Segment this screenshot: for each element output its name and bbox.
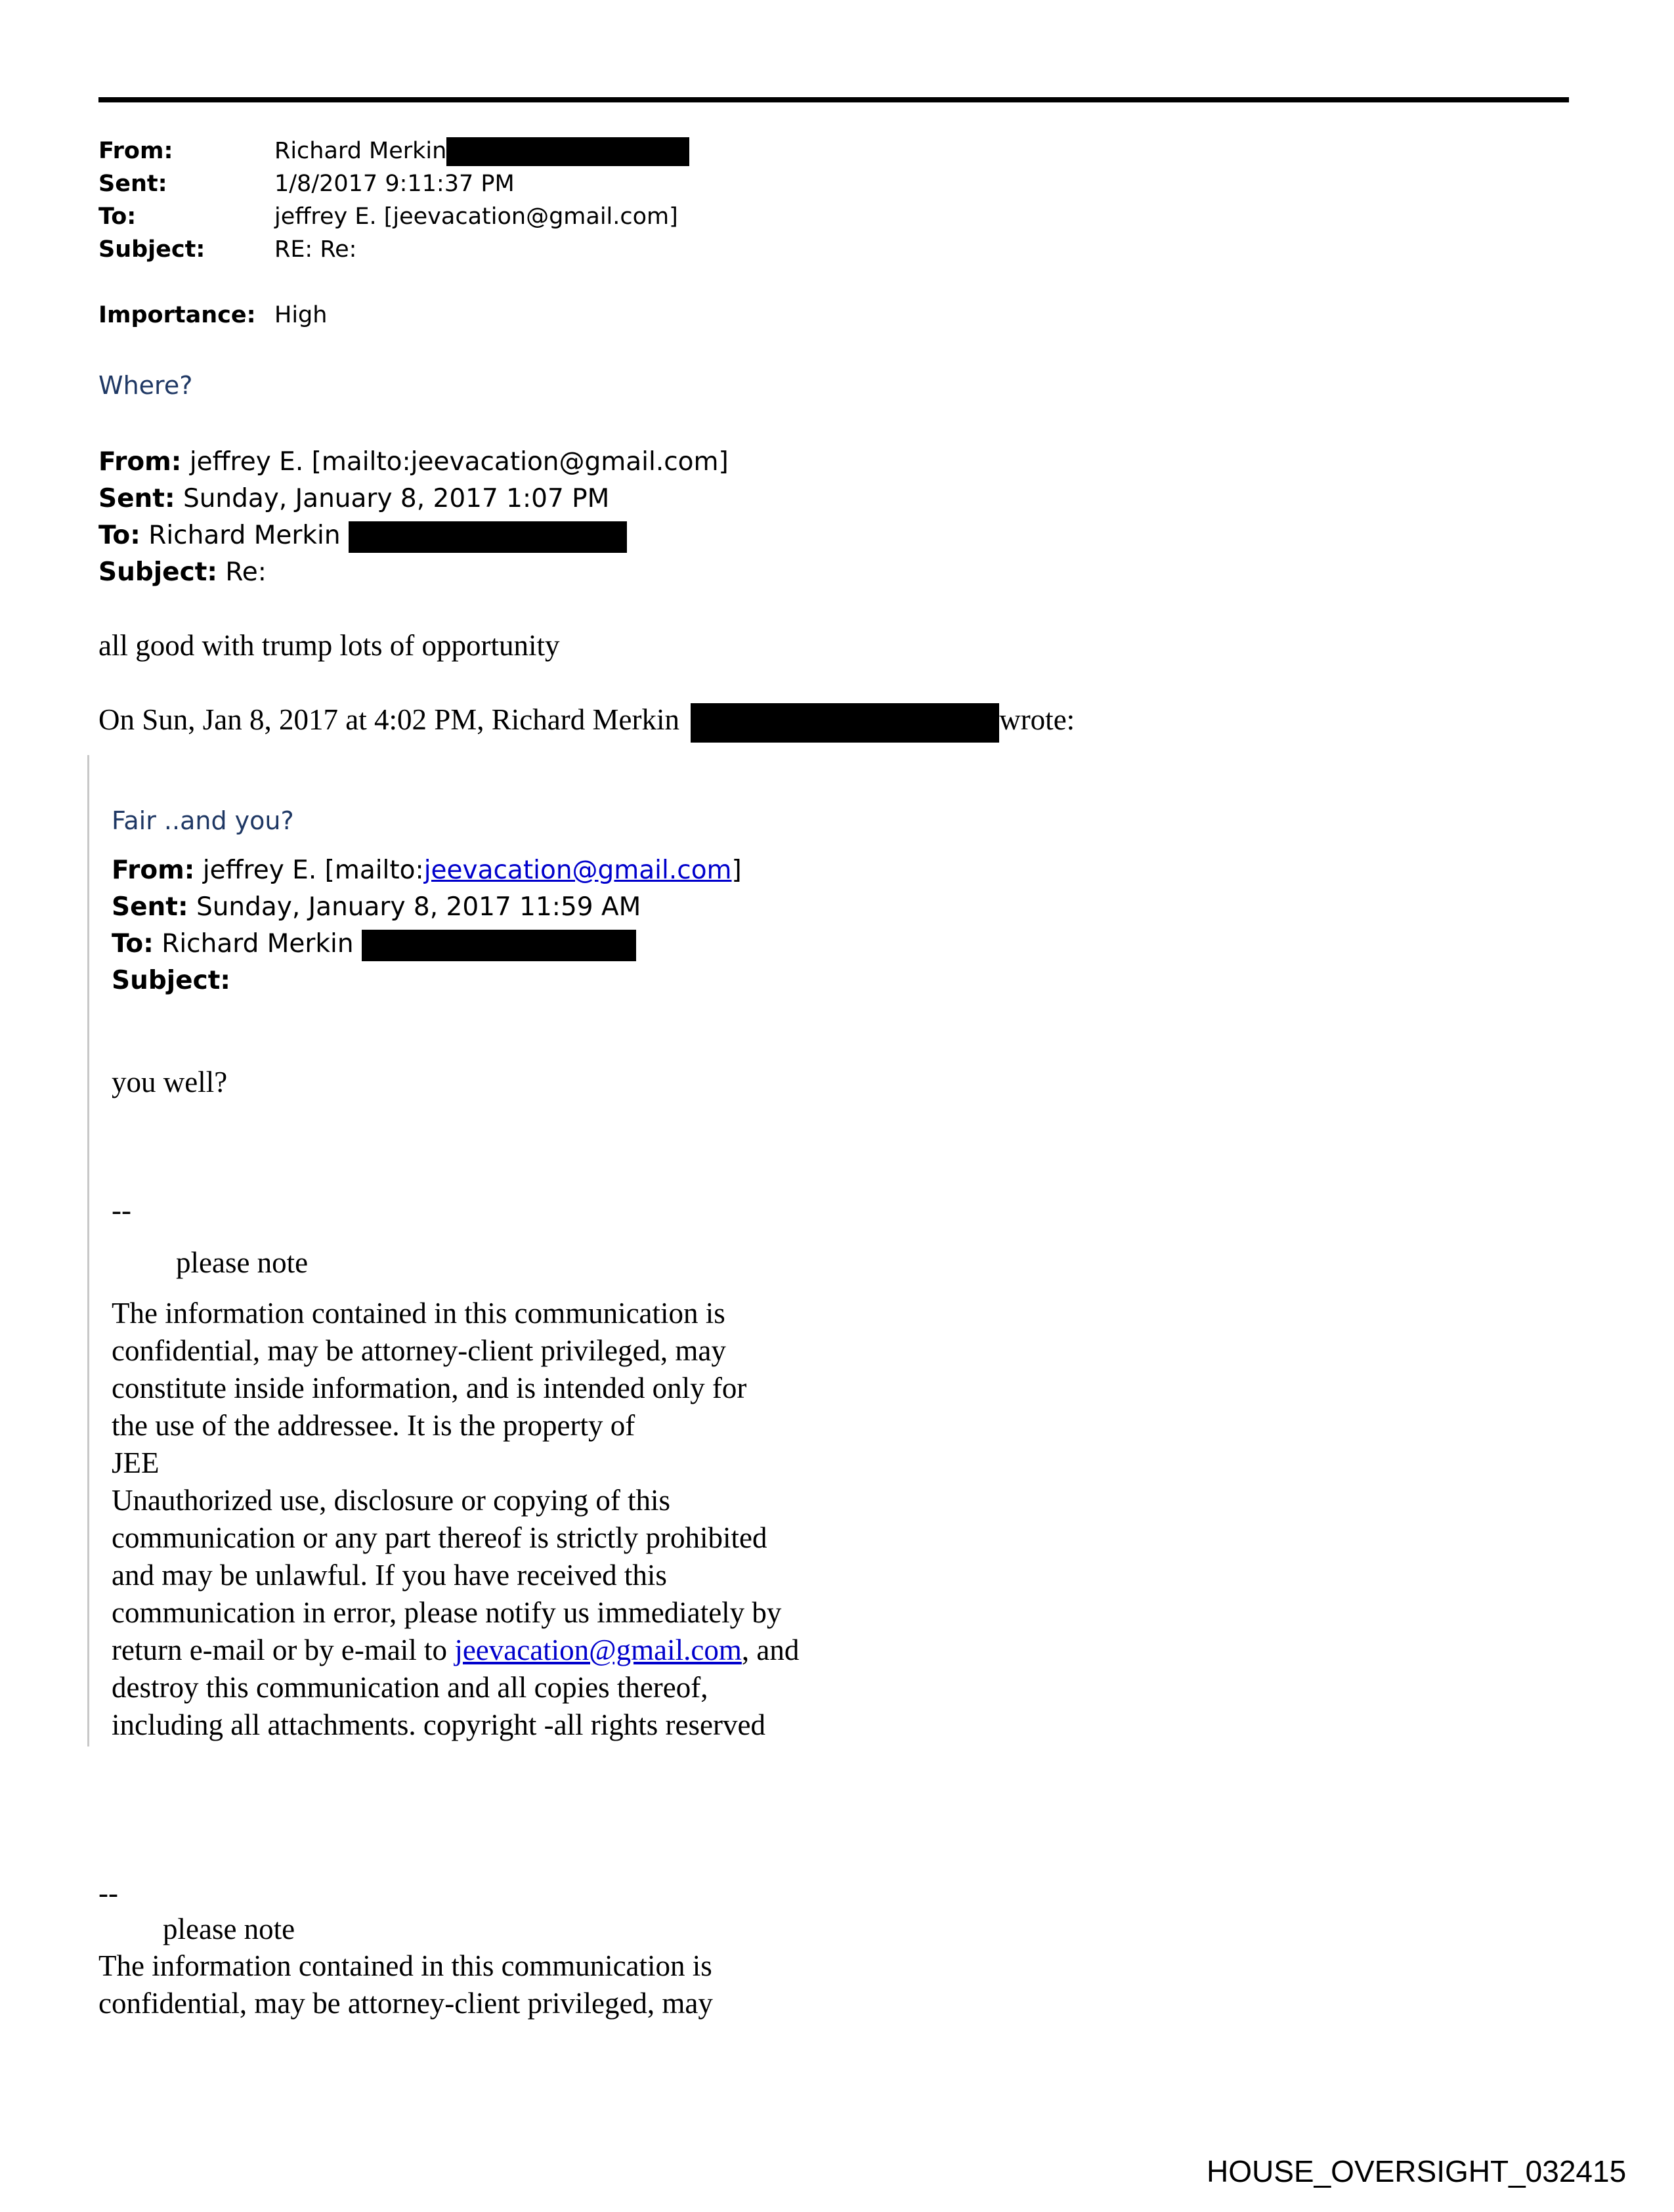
msg1-sent-row (98, 481, 729, 517)
quoted-reply-text: Fair ..and you? (112, 806, 294, 835)
quoted-subject-row (112, 963, 742, 999)
msg1-from-row (98, 444, 729, 481)
quoted-from-row (112, 852, 742, 889)
quoted-email-link[interactable]: jeevacation@gmail.com (423, 856, 732, 885)
importance-value: High (274, 302, 328, 328)
header-subject-row: Subject: RE: Re: (98, 233, 821, 266)
disclaimer-line (112, 1632, 799, 1669)
quoted-sent-value: Sunday, January 8, 2017 11:59 AM (196, 892, 641, 922)
msg1-to-row (98, 517, 729, 554)
msg1-subject-label: Subject: (98, 557, 217, 587)
signature-please-note: please note (163, 1913, 295, 1945)
header-importance-row: Importance: High (98, 299, 821, 332)
reply-text: Where? (98, 371, 193, 400)
quoted-body: you well? (112, 1066, 228, 1098)
email-header (98, 135, 821, 328)
disclaimer-email-link[interactable]: jeevacation@gmail.com (454, 1634, 742, 1666)
redaction-box (446, 137, 689, 166)
msg1-to-value: Richard Merkin (148, 521, 341, 550)
quote-bar (87, 755, 89, 1746)
msg1-header (98, 444, 729, 591)
disclaimer-line: confidential, may be attorney-client privileged, may (112, 1334, 726, 1367)
disclaimer-line: Unauthorized use, disclosure or copying of this (112, 1484, 671, 1517)
msg1-from-value: jeffrey E. [mailto:jeevacation@gmail.com] (189, 447, 729, 477)
quoted-to-label: To: (112, 929, 154, 959)
disclaimer-line: the use of the addressee. It is the property of (112, 1409, 635, 1442)
signature-dash: -- (98, 1876, 118, 1909)
bates-number: HOUSE_OVERSIGHT_032415 (1207, 2154, 1627, 2188)
signature-line: The information contained in this communication is (98, 1949, 712, 1982)
quoted-from-post: ] (731, 856, 742, 885)
msg1-subject-value: Re: (225, 557, 267, 587)
signature-line: confidential, may be attorney-client privileged, may (98, 1987, 713, 2020)
redaction-box (691, 703, 999, 743)
from-label: From (98, 138, 164, 164)
to-value: jeffrey E. [jeevacation@gmail.com] (274, 204, 678, 230)
signature-disclaimer (98, 1947, 713, 2022)
sent-label: Sent (98, 171, 158, 197)
quoted-subject-label: Subject: (112, 966, 230, 995)
quoted-disclaimer (112, 1295, 799, 1744)
msg1-body: all good with trump lots of opportunity (98, 629, 560, 662)
disclaimer-return-post: , and (741, 1634, 800, 1666)
wrote-suffix: wrote: (999, 703, 1075, 736)
to-label: To (98, 204, 127, 230)
disclaimer-line: JEE (112, 1446, 160, 1479)
msg1-to-label: To: (98, 521, 140, 550)
quoted-to-row (112, 926, 742, 963)
quoted-header (112, 852, 742, 999)
quoted-sig-dash: -- (112, 1194, 131, 1226)
disclaimer-line: The information contained in this communication is (112, 1297, 725, 1330)
quoted-please-note: please note (176, 1246, 309, 1279)
subject-value: RE: Re: (274, 236, 357, 263)
disclaimer-line: communication or any part thereof is strictly prohibited (112, 1521, 767, 1554)
disclaimer-line: including all attachments. copyright -all rights reserved (112, 1708, 765, 1741)
wrote-prefix: On Sun, Jan 8, 2017 at 4:02 PM, Richard Merkin (98, 703, 679, 736)
disclaimer-return-pre: return e-mail or by e-mail to (112, 1634, 455, 1666)
header-to-row: To: jeffrey E. [jeevacation@gmail.com] (98, 200, 821, 233)
disclaimer-line: communication in error, please notify us immediately by (112, 1596, 782, 1629)
msg1-sent-value: Sunday, January 8, 2017 1:07 PM (182, 484, 610, 513)
quoted-from-label: From: (112, 856, 195, 885)
disclaimer-line: destroy this communication and all copies thereof, (112, 1671, 708, 1704)
msg1-wrote-line (98, 701, 1075, 743)
msg1-from-label: From: (98, 447, 182, 477)
redaction-box (349, 521, 627, 553)
msg1-sent-label: Sent: (98, 484, 175, 513)
importance-label: Importance (98, 302, 247, 328)
subject-label: Subject (98, 236, 196, 263)
from-value: Richard Merkin (274, 138, 447, 164)
quoted-to-value: Richard Merkin (161, 929, 354, 959)
msg1-subject-row (98, 554, 729, 591)
top-rule (98, 97, 1569, 102)
header-sent-row: Sent: 1/8/2017 9:11:37 PM (98, 167, 821, 200)
quoted-from-pre: jeffrey E. [mailto: (202, 856, 424, 885)
quoted-sent-row (112, 889, 742, 926)
sent-value: 1/8/2017 9:11:37 PM (274, 171, 515, 197)
quoted-sent-label: Sent: (112, 892, 188, 922)
disclaimer-line: and may be unlawful. If you have received this (112, 1559, 667, 1592)
header-from-row: From: Richard Merkin (98, 135, 821, 167)
disclaimer-line: constitute inside information, and is intended only for (112, 1372, 747, 1404)
redaction-box (362, 930, 636, 961)
